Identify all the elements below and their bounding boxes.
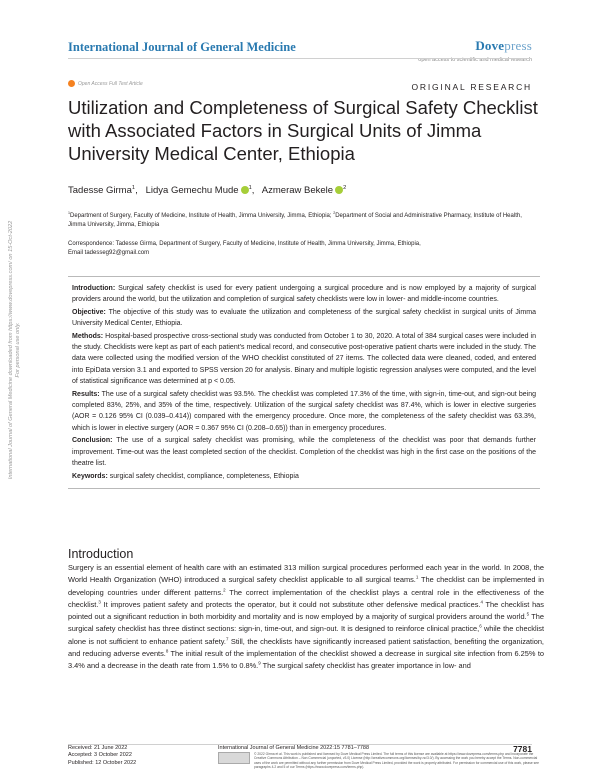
abstract-conclusion	[72, 435, 536, 469]
author-affiliation-ref: 1	[131, 184, 136, 191]
correspondence-email[interactable]: Email tadesseg92@gmail.com	[68, 249, 150, 256]
affiliation-number: 1	[68, 211, 70, 215]
publisher-logo	[418, 38, 532, 63]
reference-link[interactable]: 3	[98, 599, 101, 605]
text-run: The surgical safety checklist has greater importance in low- and	[260, 661, 471, 671]
article-type: ORIGINAL RESEARCH	[411, 82, 532, 92]
correspondence	[68, 240, 538, 257]
received-date: Received: 21 June 2022	[68, 745, 128, 751]
publisher-tagline: open access to scientific and medical research	[418, 57, 532, 63]
abstract-objective	[72, 307, 536, 330]
author-name[interactable]: Azmeraw Bekele	[261, 185, 334, 196]
accepted-date: Accepted: 3 October 2022	[68, 752, 132, 759]
author-separator: ,	[135, 185, 138, 196]
abstract-introduction	[72, 283, 536, 306]
reference-link[interactable]: 9	[258, 660, 261, 666]
license-block	[218, 752, 543, 769]
text-run: Still, the checklists have significantly increased patient satisfaction, benefiting the organization, and reducing adverse events.	[68, 636, 544, 659]
open-access-icon	[68, 80, 75, 87]
text-run: The correct implementation of the checklist plays a central role in the effectiveness of the checklist.	[68, 587, 545, 609]
open-access-label	[68, 80, 143, 87]
section-label: Objective:	[72, 308, 106, 316]
text-run: while the checklist alone is not sufficient to enhance patient safety.	[68, 624, 544, 646]
watermark-line-2: For personal use only.	[15, 322, 21, 378]
abstract-text: Surgical safety checklist is used for every patient undergoing a surgical procedure and is now employed by a majority of surgical providers around the world, but the utilization and completion of surgical safety checklists were low in lower- and middle-income countries.	[72, 285, 536, 304]
correspondence-line: Correspondence: Tadesse Girma, Department of Surgery, Faculty of Medicine, Institute of Health, Jimma University, Jimma, Ethiopia,	[68, 241, 421, 247]
header-divider	[68, 58, 532, 59]
keywords-text: surgical safety checklist, compliance, completeness, Ethiopia	[109, 472, 299, 480]
published-date: Published: 12 October 2022	[68, 759, 137, 766]
orcid-icon[interactable]	[335, 186, 343, 194]
journal-citation[interactable]: International Journal of General Medicine 2022:15 7781–7788	[218, 745, 370, 751]
introduction-body	[68, 562, 544, 673]
author-affiliation-ref: 1	[248, 184, 252, 191]
reference-link[interactable]: 7	[225, 636, 229, 642]
license-text: © 2022 Girma et al. This work is published and licensed by Dove Medical Press Limited. The full terms of this license are available at https://www.dovepress.com/terms.php and incorporate the Creative Commons Attribution – Non Commercial (unported, v3.0) License (http://creativecommons.org/licenses/by-nc/3.0/). By accessing the work you hereby accept the Terms. Non-commercial uses of the work are permitted without any further permission from Dove Medical Press Limited, provided the work is properly attributed. For permission for commercial use of this work, please see paragraphs 4.2 and 5 of our Terms (https://www.dovepress.com/terms.php).	[254, 752, 539, 769]
journal-name: International Journal of General Medicine	[68, 40, 296, 54]
author-name[interactable]: Tadesse Girma	[68, 185, 132, 196]
text-run: The initial result of the implementation of the checklist showed a decrease in surgical site infection from 6.25% to 3.4% and a decrease in the death rate from 1.5% to 0.8%.	[68, 649, 544, 671]
text-run: It improves patient safety and protects the operator, but it could not substitute other defensive medical practices.	[100, 599, 481, 609]
affiliations	[68, 212, 538, 229]
watermark-line-1: International Journal of General Medicine downloaded from https://www.dovepress.com/ on 15-Oct-2022	[8, 220, 14, 480]
reference-link[interactable]: 2	[223, 587, 226, 593]
section-label: Results:	[72, 390, 100, 398]
reference-link[interactable]: 1	[415, 574, 419, 580]
reference-link[interactable]: 6	[479, 624, 482, 630]
author-list	[68, 185, 346, 196]
section-label: Methods:	[72, 332, 104, 340]
orcid-icon[interactable]	[241, 186, 249, 194]
affiliation-2: Department of Social and Administrative Pharmacy, Institute of Health, Jimma University, Jimma, Ethiopia	[68, 213, 522, 228]
text-run: The checklist has pointed out a significant reduction in both morbidity and mortality and is now employed by a majority of surgical providers around the world.	[68, 599, 544, 622]
affiliation-1: Department of Surgery, Faculty of Medicine, Institute of Health, Jimma University, Jimma, Ethiopia;	[70, 213, 332, 219]
creative-commons-icon[interactable]	[218, 752, 250, 764]
publisher-brand: Dove	[475, 38, 505, 53]
abstract	[68, 276, 540, 489]
text-run: The checklist can be implemented in developing countries under different patterns.	[68, 575, 544, 597]
text-run: The surgical safety checklist has three distinct sections: sign-in, time-out, and sign-out. It is designed to reinforce clinical practice,	[68, 612, 544, 634]
download-watermark	[8, 160, 22, 540]
open-access-text: Open Access Full Text Article	[78, 80, 143, 87]
article-title: Utilization and Completeness of Surgical Safety Checklist with Associated Factors in Surgical Units of Jimma University Medical Center, Ethiopia	[68, 97, 538, 164]
publisher-brand-suffix: press	[504, 38, 532, 53]
paragraph	[68, 562, 544, 673]
author-name[interactable]: Lidya Gemechu Mude	[145, 185, 239, 196]
section-heading-introduction: Introduction	[68, 547, 134, 561]
author-affiliation-ref: 2	[343, 184, 347, 191]
section-label: Conclusion:	[72, 437, 113, 445]
reference-link[interactable]: 4	[480, 599, 483, 605]
abstract-text: The objective of this study was to evaluate the utilization and completeness of the surgical safety checklist in surgical units of Jimma University Medical Center, Ethiopia.	[72, 308, 536, 328]
abstract-methods	[72, 331, 536, 388]
page-number: 7781	[513, 744, 532, 754]
abstract-text: The use of a surgical safety checklist was promising, while the completeness of the checklist was poor that demands further improvement. Time-out was the least completed section of the checklist. Completion of the checklist was high in the first case on the positions of the theatre list.	[72, 437, 536, 468]
publication-dates	[68, 745, 136, 767]
abstract-results	[72, 389, 536, 435]
section-label: Introduction:	[72, 285, 116, 292]
section-label: Keywords:	[72, 472, 108, 480]
reference-link[interactable]: 8	[165, 648, 169, 654]
abstract-keywords	[72, 471, 536, 482]
text-run: Surgery is an essential element of health care with an estimated 313 million surgical procedures performed each year in the world. In 2008, the World Health Organization (WHO) introduced a surgical safety checklist applicable to all surgical teams.	[68, 563, 544, 585]
abstract-text: The use of a surgical safety checklist was 93.5%. The checklist was completed 17.3% of the time, with sign-in, time-out, and sign-out being completed 83%, 25%, and 35% of the time, respectively. Utilization of the surgical safety checklist was 87.4%, which is lower in elective surgeries (AOR = 0.126 95% CI (0.039–0.414)) compared with the emergency procedure. Once more, the completeness of the safety checklist was 63.3%, which is lower in elective surgery (AOR = 0.367 95% CI (0.208–0.65)) than in emergency procedures.	[72, 390, 536, 432]
author-separator: ,	[251, 185, 255, 196]
abstract-text: Hospital-based prospective cross-sectional study was conducted from October 1 to 30, 2020. A total of 384 surgical cases were included in the study. Checklists were kept as part of each patient's medical record, and consecutive post-operative patient charts were included in the study. The data were collected using the modified version of the WHO checklist constituted of 27 items. The collected data were cleaned, coded, and entered into EpiData version 3.1 and exported to SPSS version 20 for analysis. Binary and multiple logistic regression analyses were computed, and the level of statistical significance was determined at p < 0.05.	[72, 332, 536, 386]
reference-link[interactable]: 5	[526, 611, 530, 617]
affiliation-number: 2	[333, 211, 336, 215]
